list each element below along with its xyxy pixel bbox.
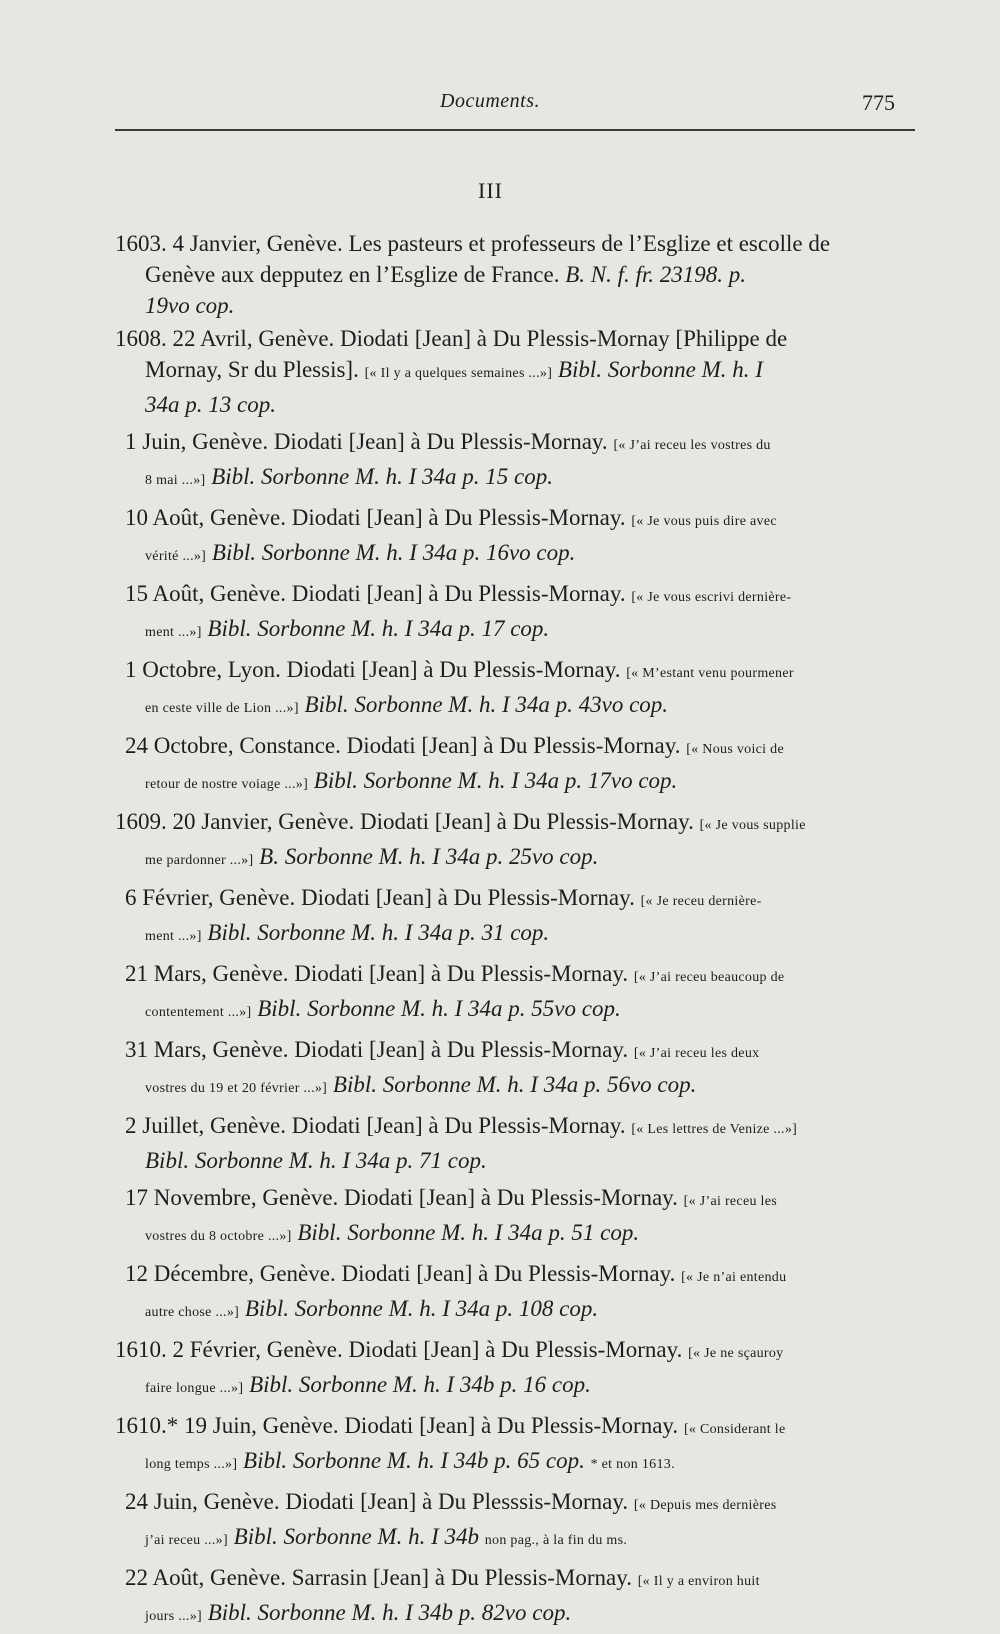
- entry-quote: [« Je vous escrivi dernière-: [631, 590, 792, 605]
- entry-line: 17 Novembre, Genève. Diodati [Jean] à Du Plessis-Mornay.: [125, 1185, 678, 1210]
- list-item: [115, 1182, 910, 1252]
- list-item: [115, 1110, 910, 1176]
- entry-line: 15 Août, Genève. Diodati [Jean] à Du Plessis-Mornay.: [125, 581, 626, 606]
- entry-quote: [« J’ai receu les deux: [633, 1046, 760, 1061]
- entry-line: 2 Juillet, Genève. Diodati [Jean] à Du Plessis-Mornay.: [125, 1113, 626, 1138]
- entry-reference: Bibl. Sorbonne M. h. I 34a p. 108 cop.: [244, 1296, 599, 1321]
- entry-line: 1610. 2 Février, Genève. Diodati [Jean] à Du Plessis-Mornay.: [115, 1337, 683, 1362]
- list-item: [115, 1562, 910, 1632]
- entry-quote: [« J’ai receu beaucoup de: [633, 970, 785, 985]
- entry-line: 24 Juin, Genève. Diodati [Jean] à Du Plesssis-Mornay.: [125, 1489, 629, 1514]
- list-item: [115, 502, 910, 572]
- entry-quote: vérité ...»]: [145, 549, 207, 564]
- entry-reference: Bibl. Sorbonne M. h. I 34b: [233, 1524, 479, 1549]
- entry-quote: ment ...»]: [145, 929, 202, 944]
- entry-quote: [« Je n’ai entendu: [681, 1270, 787, 1285]
- entry-quote: long temps ...»]: [145, 1457, 238, 1472]
- entry-quote: me pardonner ...»]: [145, 853, 254, 868]
- entry-text: Mornay, Sr du Plessis].: [145, 357, 359, 382]
- entry-quote: [« Considerant le: [683, 1422, 786, 1437]
- entry-reference: Bibl. Sorbonne M. h. I 34b p. 16 cop.: [249, 1372, 591, 1397]
- entry-line: 24 Octobre, Constance. Diodati [Jean] à Du Plessis-Mornay.: [125, 733, 681, 758]
- list-item: [115, 323, 910, 420]
- entry-quote: retour de nostre voiage ...»]: [145, 777, 309, 792]
- entry-reference: Bibl. Sorbonne M. h. I 34a p. 51 cop.: [297, 1220, 640, 1245]
- list-item: [115, 1034, 910, 1104]
- list-item: [115, 1410, 910, 1480]
- entry-quote: [« Je ne sçauroy: [688, 1346, 784, 1361]
- entries-list: [115, 228, 910, 1634]
- entry-reference: Bibl. Sorbonne M. h. I 34a p. 16vo cop.: [211, 540, 576, 565]
- entry-reference: Bibl. Sorbonne M. h. I 34a p. 55vo cop.: [257, 996, 621, 1021]
- entry-reference: B. N. f. fr. 23198. p.: [565, 262, 747, 287]
- entry-quote: [« Depuis mes dernières: [633, 1498, 777, 1513]
- entry-reference: Bibl. Sorbonne M. h. I 34b p. 65 cop.: [243, 1448, 585, 1473]
- list-item: [115, 730, 910, 800]
- list-item: [115, 228, 910, 321]
- header-rule: [115, 129, 915, 131]
- entry-line: 1608. 22 Avril, Genève. Diodati [Jean] à Du Plessis-Mornay [Philippe de: [115, 326, 788, 351]
- entry-line: 19vo cop.: [145, 293, 235, 318]
- entry-line: 1610.* 19 Juin, Genève. Diodati [Jean] à Du Plessis-Mornay.: [115, 1413, 679, 1438]
- entry-footnote: non pag., à la fin du ms.: [484, 1533, 628, 1548]
- entry-line: 6 Février, Genève. Diodati [Jean] à Du Plessis-Mornay.: [125, 885, 635, 910]
- entry-quote: [« M’estant venu pourmener: [626, 666, 794, 681]
- entry-quote: [« J’ai receu les vostres du: [613, 438, 771, 453]
- entry-quote: 8 mai ...»]: [145, 473, 206, 488]
- entry-reference: B. Sorbonne M. h. I 34a p. 25vo cop.: [259, 844, 599, 869]
- entry-quote: [« Il y a environ huit: [637, 1574, 760, 1589]
- entry-reference: Bibl. Sorbonne M. h. I 34a p. 71 cop.: [145, 1148, 487, 1173]
- list-item: [115, 806, 910, 876]
- entry-line: 34a p. 13 cop.: [145, 392, 276, 417]
- entry-line: 1 Juin, Genève. Diodati [Jean] à Du Plessis-Mornay.: [125, 429, 608, 454]
- entry-line: 10 Août, Genève. Diodati [Jean] à Du Plessis-Mornay.: [125, 505, 626, 530]
- entry-quote: jours ...»]: [145, 1609, 202, 1624]
- entry-reference: Bibl. Sorbonne M. h. I 34a p. 15 cop.: [211, 464, 553, 489]
- entry-reference: Bibl. Sorbonne M. h. I 34b p. 82vo cop.: [207, 1600, 572, 1625]
- section-title: III: [478, 178, 503, 203]
- entry-line: 12 Décembre, Genève. Diodati [Jean] à Du Plessis-Mornay.: [125, 1261, 676, 1286]
- entry-line: [115, 354, 910, 389]
- entry-line: 1 Octobre, Lyon. Diodati [Jean] à Du Plessis-Mornay.: [125, 657, 621, 682]
- entry-line: 21 Mars, Genève. Diodati [Jean] à Du Plessis-Mornay.: [125, 961, 629, 986]
- entry-quote: [« J’ai receu les: [683, 1194, 778, 1209]
- entry-quote: vostres du 8 octobre ...»]: [145, 1229, 292, 1244]
- entry-reference: Bibl. Sorbonne M. h. I 34a p. 17vo cop.: [313, 768, 678, 793]
- list-item: [115, 654, 910, 724]
- entry-footnote: * et non 1613.: [590, 1457, 675, 1472]
- entry-line: 22 Août, Genève. Sarrasin [Jean] à Du Plessis-Mornay.: [125, 1565, 632, 1590]
- entry-line: 31 Mars, Genève. Diodati [Jean] à Du Plessis-Mornay.: [125, 1037, 629, 1062]
- list-item: [115, 1486, 910, 1556]
- list-item: [115, 958, 910, 1028]
- page-number: 775: [862, 90, 895, 115]
- entry-line: [115, 259, 910, 290]
- entry-quote: autre chose ...»]: [145, 1305, 240, 1320]
- entry-quote: [« Je receu dernière-: [640, 894, 762, 909]
- entry-quote: [« Je vous supplie: [699, 818, 806, 833]
- entry-quote: faire longue ...»]: [145, 1381, 244, 1396]
- entry-quote: vostres du 19 et 20 février ...»]: [145, 1081, 328, 1096]
- entry-quote: ment ...»]: [145, 625, 202, 640]
- list-item: [115, 1334, 910, 1404]
- list-item: [115, 1258, 910, 1328]
- entry-quote: j’ai receu ...»]: [145, 1533, 228, 1548]
- entry-text: Genève aux depputez en l’Esglize de France.: [145, 262, 560, 287]
- entry-reference: Bibl. Sorbonne M. h. I 34a p. 43vo cop.: [304, 692, 669, 717]
- entry-reference: Bibl. Sorbonne M. h. I 34a p. 17 cop.: [207, 616, 550, 641]
- running-title: Documents.: [440, 90, 540, 112]
- entry-reference: Bibl. Sorbonne M. h. I 34a p. 31 cop.: [207, 920, 550, 945]
- entry-quote: en ceste ville de Lion ...»]: [145, 701, 299, 716]
- entry-quote: [« Il y a quelques semaines ...»]: [364, 366, 553, 381]
- entry-quote: [« Les lettres de Venize ...»]: [631, 1122, 798, 1137]
- entry-quote: [« Je vous puis dire avec: [631, 514, 777, 529]
- entry-line: 1609. 20 Janvier, Genève. Diodati [Jean] à Du Plessis-Mornay.: [115, 809, 694, 834]
- list-item: [115, 578, 910, 648]
- list-item: [115, 426, 910, 496]
- list-item: [115, 882, 910, 952]
- entry-quote: [« Nous voici de: [686, 742, 784, 757]
- entry-reference: Bibl. Sorbonne M. h. I 34a p. 56vo cop.: [332, 1072, 697, 1097]
- entry-reference: Bibl. Sorbonne M. h. I: [557, 357, 763, 382]
- entry-line: 1603. 4 Janvier, Genève. Les pasteurs et professeurs de l’Esglize et escolle de: [115, 231, 831, 256]
- entry-quote: contentement ...»]: [145, 1005, 252, 1020]
